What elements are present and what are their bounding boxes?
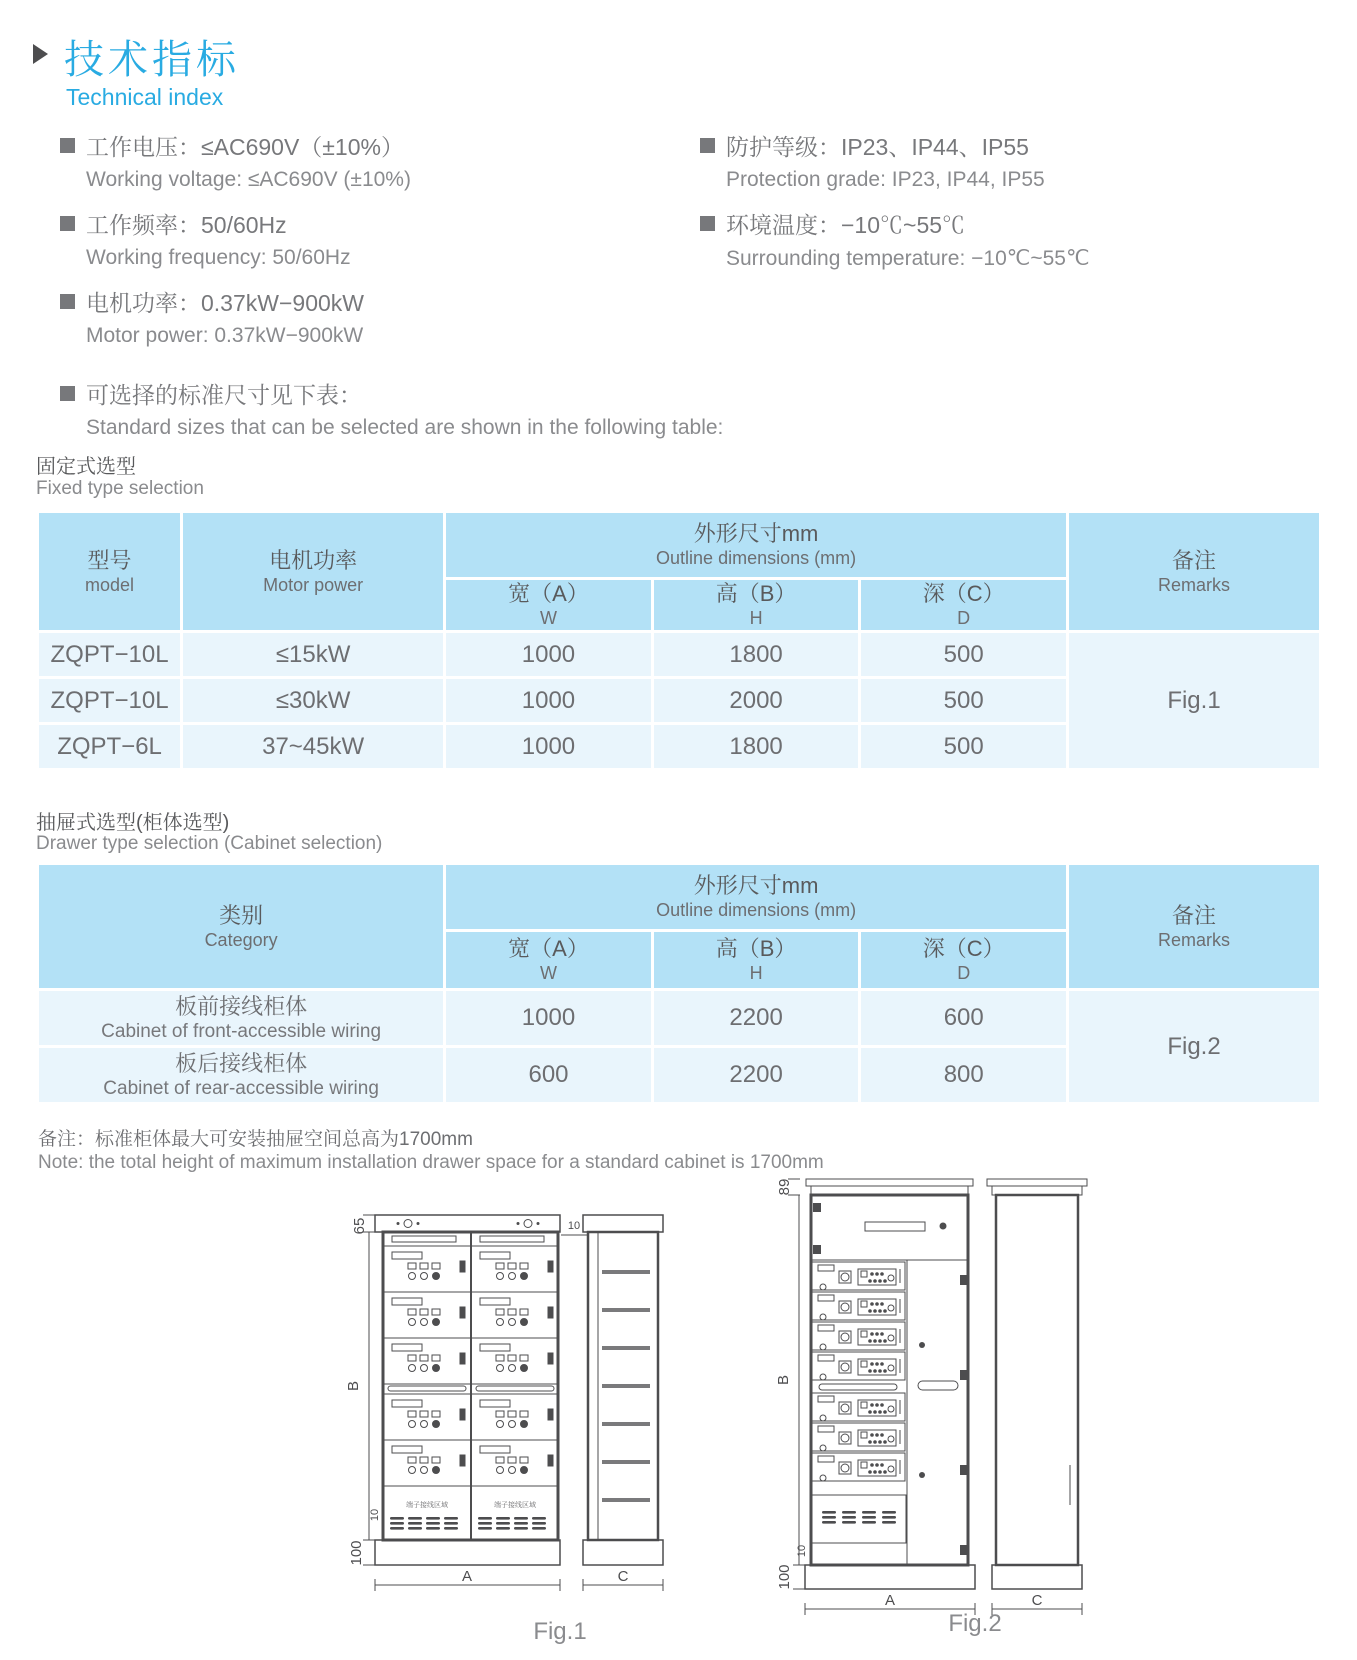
th-outline-dimensions xyxy=(446,513,1066,577)
spec-zh-text: 工作频率：50/60Hz xyxy=(86,211,287,238)
fig1-dim-depth-label: C xyxy=(617,1568,629,1585)
th-outline-zh: 外形尺寸mm xyxy=(693,873,819,898)
drawer-type-table xyxy=(36,862,1322,1105)
th-remarks xyxy=(1069,513,1319,630)
fig1-terminal-area-label: 端子接线区域 xyxy=(494,1502,536,1509)
th-outline-en: Outline dimensions (mm) xyxy=(656,548,857,568)
fig1-dim-base-label: 100 xyxy=(348,1540,365,1566)
spec-zh-text: 可选择的标准尺寸见下表： xyxy=(86,381,362,408)
th-motor-power-en: Motor power xyxy=(263,574,364,595)
cell-remark: Fig.1 xyxy=(1069,633,1319,768)
th-motor-power xyxy=(183,513,443,630)
th-remarks-zh: 备注 xyxy=(1171,547,1216,573)
cell-power: ≤15kW xyxy=(183,633,443,676)
spec-table-intro-zh xyxy=(60,378,723,408)
table-row xyxy=(39,633,1319,676)
fig2-dim-height-label: B xyxy=(775,1374,792,1386)
th-depth-zh: 深（C） xyxy=(922,936,1005,961)
th-height-zh: 高（B） xyxy=(715,581,797,606)
th-model-en: model xyxy=(85,574,135,595)
th-height xyxy=(654,580,859,630)
fig1-dim-height-label: B xyxy=(345,1380,362,1392)
section-fixed-type-en: Fixed type selection xyxy=(36,478,204,499)
th-height-en: H xyxy=(749,608,763,628)
cell-width: 1000 xyxy=(446,633,651,676)
section-drawer-type-zh: 抽屉式选型(柜体选型) xyxy=(36,812,230,834)
th-height-en: H xyxy=(749,963,763,983)
fig2-dim-base-label: 100 xyxy=(776,1564,793,1590)
spec-protection-grade-zh xyxy=(700,130,1090,160)
th-depth xyxy=(861,932,1066,988)
spec-motor-power-en: Motor power: 0.37kW−900kW xyxy=(86,324,364,347)
table-row xyxy=(39,991,1319,1045)
th-outline-zh: 外形尺寸mm xyxy=(693,521,819,546)
cell-height: 2200 xyxy=(654,1048,859,1102)
fig2-dim-width-label: A xyxy=(884,1592,896,1609)
cell-category xyxy=(39,991,443,1045)
cell-depth: 500 xyxy=(861,633,1066,676)
th-width xyxy=(446,932,651,988)
fig1-front-view xyxy=(375,1215,560,1565)
cell-width: 600 xyxy=(446,1048,651,1102)
th-category-en: Category xyxy=(204,929,278,950)
note-en: Note: the total height of maximum installation drawer space for a standard cabinet is 1700mm xyxy=(38,1152,824,1173)
spec-protection-grade-en: Protection grade: IP23, IP44, IP55 xyxy=(726,168,1045,191)
spec-zh-text: 防护等级：IP23、IP44、IP55 xyxy=(726,133,1029,160)
cell-depth: 500 xyxy=(861,679,1066,722)
fig2-dimensions xyxy=(775,1179,1082,1615)
th-depth-en: D xyxy=(957,608,971,628)
spec-motor-power-zh xyxy=(60,286,411,316)
cell-model: ZQPT−6L xyxy=(39,725,180,768)
bullet-square-icon xyxy=(700,138,715,153)
spec-working-voltage-zh xyxy=(60,130,411,160)
th-depth xyxy=(861,580,1066,630)
th-category-zh: 类别 xyxy=(219,902,264,928)
fig1-dim-lid-label: 65 xyxy=(351,1217,368,1235)
fig2-side-view xyxy=(987,1179,1087,1589)
cell-category-zh: 板前接线柜体 xyxy=(175,993,308,1019)
th-motor-power-zh: 电机功率 xyxy=(269,547,358,573)
spec-zh-text: 环境温度：−10℃~55℃ xyxy=(726,211,966,238)
section-arrow-icon xyxy=(33,44,48,64)
note-zh: 备注：标准柜体最大可安装抽屉空间总高为1700mm xyxy=(38,1129,473,1150)
spec-working-frequency-en: Working frequency: 50/60Hz xyxy=(86,246,351,269)
cell-category-zh: 板后接线柜体 xyxy=(175,1050,308,1076)
th-depth-en: D xyxy=(957,963,971,983)
cell-width: 1000 xyxy=(446,679,651,722)
spec-table-intro xyxy=(60,378,723,456)
spec-working-frequency-zh xyxy=(60,208,411,238)
fig2-drawing xyxy=(715,1165,1095,1635)
bullet-square-icon xyxy=(60,386,75,401)
cell-category xyxy=(39,1048,443,1102)
section-fixed-type-zh: 固定式选型 xyxy=(36,456,136,478)
th-remarks-en: Remarks xyxy=(1158,929,1231,950)
bullet-square-icon xyxy=(60,294,75,309)
cell-width: 1000 xyxy=(446,991,651,1045)
fig2-caption: Fig.2 xyxy=(948,1610,1002,1637)
spec-surrounding-temperature-en: Surrounding temperature: −10℃~55℃ xyxy=(726,247,1090,270)
cell-height: 2200 xyxy=(654,991,859,1045)
fig1-caption: Fig.1 xyxy=(533,1618,587,1645)
th-height xyxy=(654,932,859,988)
th-outline-en: Outline dimensions (mm) xyxy=(656,900,857,920)
th-model xyxy=(39,513,180,630)
th-remarks-zh: 备注 xyxy=(1172,902,1217,928)
bullet-square-icon xyxy=(700,216,715,231)
bullet-square-icon xyxy=(60,216,75,231)
th-category xyxy=(39,865,443,988)
spec-zh-text: 工作电压：≤AC690V（±10%） xyxy=(86,133,404,160)
spec-surrounding-temperature-zh xyxy=(700,208,1090,238)
cell-height: 1800 xyxy=(654,725,859,768)
page-title: 技术指标 xyxy=(64,38,240,82)
th-width-en: W xyxy=(539,608,557,628)
th-depth-zh: 深（C） xyxy=(922,581,1005,606)
th-width xyxy=(446,580,651,630)
fig2-front-view xyxy=(805,1179,975,1589)
cell-power: ≤30kW xyxy=(183,679,443,722)
cell-height: 2000 xyxy=(654,679,859,722)
fig2-dim-vent-label: 10 xyxy=(796,1544,808,1558)
page-subtitle: Technical index xyxy=(66,84,224,110)
fixed-type-table xyxy=(36,510,1322,771)
th-height-zh: 高（B） xyxy=(715,936,797,961)
fig2-dim-depth-label: C xyxy=(1031,1592,1043,1609)
spec-list-right xyxy=(700,130,1090,286)
fig1-terminal-area-label: 端子接线区域 xyxy=(406,1502,448,1509)
fig1-dim-vent-label: 10 xyxy=(369,1508,381,1522)
section-drawer-type-en: Drawer type selection (Cabinet selection) xyxy=(36,833,383,854)
spec-zh-text: 电机功率：0.37kW−900kW xyxy=(86,289,364,316)
fig1-dim-offset-label: 10 xyxy=(567,1220,581,1232)
fig2-dim-cap-label: 89 xyxy=(776,1178,793,1196)
cell-width: 1000 xyxy=(446,725,651,768)
th-remarks-en: Remarks xyxy=(1157,574,1230,595)
th-outline-dimensions xyxy=(446,865,1066,929)
cell-model: ZQPT−10L xyxy=(39,679,180,722)
th-remarks xyxy=(1069,865,1319,988)
cell-category-en: Cabinet of rear-accessible wiring xyxy=(103,1077,379,1099)
bullet-square-icon xyxy=(60,138,75,153)
spec-list-left xyxy=(60,130,411,364)
cell-depth: 500 xyxy=(861,725,1066,768)
spec-table-intro-en: Standard sizes that can be selected are shown in the following table: xyxy=(86,416,724,439)
th-width-zh: 宽（A） xyxy=(508,581,589,606)
cell-model: ZQPT−10L xyxy=(39,633,180,676)
th-model-zh: 型号 xyxy=(87,547,132,573)
fig1-drawing xyxy=(330,1185,700,1625)
fig1-dim-width-label: A xyxy=(461,1568,473,1585)
cell-power: 37~45kW xyxy=(183,725,443,768)
th-width-en: W xyxy=(539,963,557,983)
cell-category-en: Cabinet of front-accessible wiring xyxy=(101,1020,382,1042)
fig1-side-view xyxy=(583,1215,663,1565)
cell-height: 1800 xyxy=(654,633,859,676)
cell-remark: Fig.2 xyxy=(1069,991,1319,1102)
cell-depth: 600 xyxy=(861,991,1066,1045)
spec-working-voltage-en: Working voltage: ≤AC690V (±10%) xyxy=(86,168,411,191)
th-width-zh: 宽（A） xyxy=(508,936,589,961)
cell-depth: 800 xyxy=(861,1048,1066,1102)
